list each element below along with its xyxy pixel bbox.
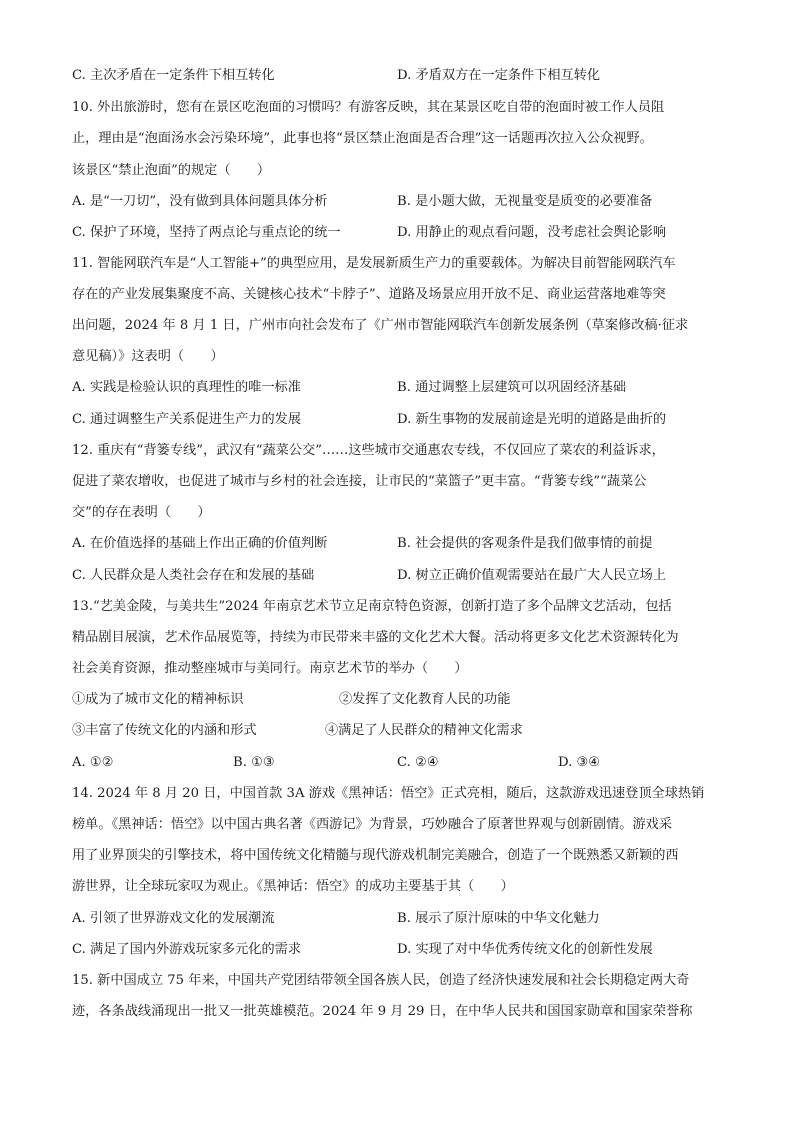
q12-option-c: C. 人民群众是人类社会存在和发展的基础 (72, 568, 315, 583)
q13-item-4: ④满足了人民群众的精神文化需求 (325, 723, 523, 738)
q12-option-d: D. 树立正确价值观需要站在最广大人民立场上 (397, 568, 667, 583)
q13-item-3: ③丰富了传统文化的内涵和形式 (72, 723, 257, 738)
q15-stem-line-1: 15. 新中国成立 75 年来，中国共产党团结带领全国各族人民，创造了经济快速发展和社会长期稳定两大奇 (72, 973, 690, 988)
q11-option-b: B. 通过调整上层建筑可以巩固经济基础 (397, 380, 627, 395)
q11-option-c: C. 通过调整生产关系促进生产力的发展 (72, 412, 302, 427)
q14-stem-line-1: 14. 2024 年 8 月 20 日，中国首款 3A 游戏《黑神话：悟空》正式亮相，随后，这款游戏迅速登顶全球热销 (72, 786, 705, 801)
q13-item-1: ①成为了城市文化的精神标识 (72, 692, 244, 707)
q13-option-c: C. ②④ (397, 755, 439, 770)
q10-option-a: A. 是“一刀切”，没有做到具体问题具体分析 (72, 194, 328, 209)
q14-stem-line-4: 游世界，让全球玩家叹为观止。《黑神话：悟空》的成功主要基于其（ ） (72, 879, 514, 894)
prev-option-d: D. 矛盾双方在一定条件下相互转化 (397, 68, 601, 83)
q10-stem-line-2: 止，理由是“泡面汤水会污染环境”，此事也将“景区禁止泡面是否合理”这一话题再次拉入公众视野。 (72, 131, 653, 146)
q13-stem-line-3: 社会美育资源，推动整座城市与美同行。南京艺术节的举办（ ） (72, 661, 468, 676)
q13-option-a: A. ①② (72, 755, 114, 770)
q11-option-d: D. 新生事物的发展前途是光明的道路是曲折的 (397, 412, 667, 427)
q11-option-a: A. 实践是检验认识的真理性的唯一标准 (72, 380, 301, 395)
q10-option-b: B. 是小题大做，无视量变是质变的必要准备 (397, 194, 653, 209)
prev-option-c: C. 主次矛盾在一定条件下相互转化 (72, 68, 275, 83)
q10-stem-line-1: 10. 外出旅游时，您有在景区吃泡面的习惯吗？有游客反映，其在某景区吃自带的泡面时被工作人员阻 (72, 100, 665, 115)
q13-option-d: D. ③④ (558, 755, 601, 770)
q13-stem-line-2: 精品剧目展演，艺术作品展览等，持续为市民带来丰盛的文化艺术大餐。活动将更多文化艺术资源转化为 (72, 630, 679, 645)
q12-stem-line-2: 促进了菜农增收，也促进了城市与乡村的社会连接，让市民的“菜篮子”更丰富。“背篓专线”“蔬菜公 (72, 474, 647, 489)
q14-stem-line-2: 榜单。《黑神话：悟空》以中国古典名著《西游记》为背景，巧妙融合了原著世界观与创新剧情。游戏采 (72, 817, 673, 832)
q13-item-2: ②发挥了文化教育人民的功能 (339, 692, 511, 707)
q14-stem-line-3: 用了业界顶尖的引擎技术，将中国传统文化精髓与现代游戏机制完美融合，创造了一个既熟悉又新颖的西 (72, 848, 679, 863)
q13-option-b: B. ①③ (233, 755, 275, 770)
q14-option-c: C. 满足了国内外游戏玩家多元化的需求 (72, 942, 302, 957)
q10-option-d: D. 用静止的观点看问题，没考虑社会舆论影响 (397, 225, 667, 240)
q12-stem-line-1: 12. 重庆有“背篓专线”，武汉有“蔬菜公交”……这些城市交通惠农专线，不仅回应了菜农的利益诉求， (72, 443, 665, 458)
q12-option-a: A. 在价值选择的基础上作出正确的价值判断 (72, 536, 328, 551)
q12-stem-line-3: 交”的存在表明（ ） (72, 505, 211, 520)
q11-stem-line-1: 11. 智能网联汽车是“人工智能+”的典型应用，是发展新质生产力的重要载体。为解决目前智能网联汽车 (72, 256, 676, 271)
q15-stem-line-2: 迹，各条战线涌现出一批又一批英雄模范。2024 年 9 月 29 日，在中华人民共和国国家勋章和国家荣誉称 (72, 1004, 693, 1019)
q14-option-d: D. 实现了对中华优秀传统文化的创新性发展 (397, 942, 653, 957)
q12-option-b: B. 社会提供的客观条件是我们做事情的前提 (397, 536, 653, 551)
q11-stem-line-3: 出问题，2024 年 8 月 1 日，广州市向社会发布了《广州市智能网联汽车创新发展条例（草案修改稿·征求 (72, 318, 689, 333)
q10-stem-line-3: 该景区“禁止泡面”的规定（ ） (72, 163, 271, 178)
q13-stem-line-1: 13.“艺美金陵，与美共生”2024 年南京艺术节立足南京特色资源，创新打造了多个品牌文艺活动，包括 (72, 599, 672, 614)
q10-option-c: C. 保护了环境，坚持了两点论与重点论的统一 (72, 225, 341, 240)
q14-option-a: A. 引领了世界游戏文化的发展潮流 (72, 911, 275, 926)
q11-stem-line-2: 存在的产业发展集聚度不高、关键核心技术“卡脖子”、道路及场景应用开放不足、商业运营落地难等突 (72, 287, 666, 302)
q11-stem-line-4: 意见稿）》这表明（ ） (72, 349, 224, 364)
q14-option-b: B. 展示了原汁原味的中华文化魅力 (397, 911, 600, 926)
